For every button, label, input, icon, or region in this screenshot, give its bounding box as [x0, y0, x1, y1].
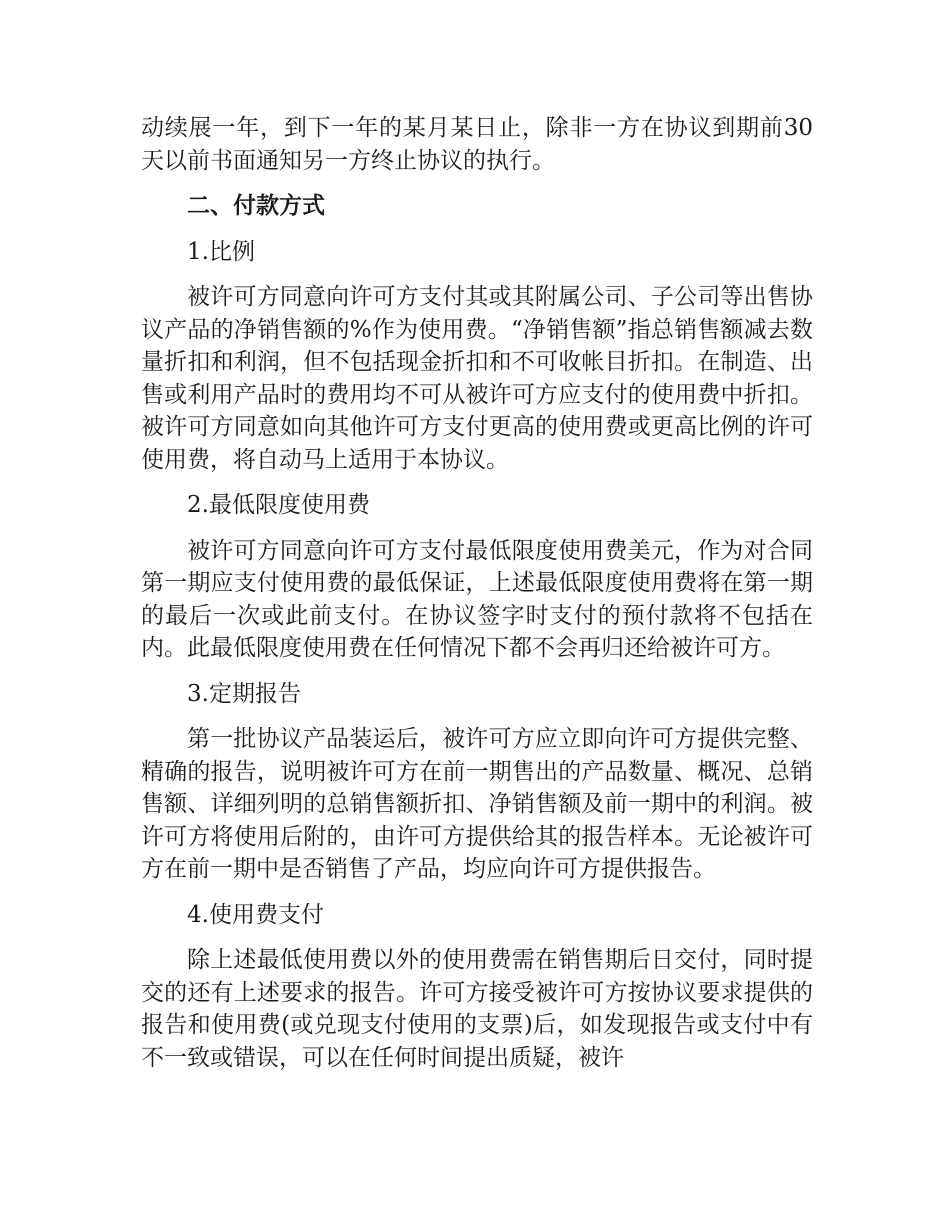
item-body-minimum-fee: 被许可方同意向许可方支付最低限度使用费美元，作为对合同第一期应支付使用费的最低保证，上述最低限度使用费将在第一期的最后一次或此前支付。在协议签字时支付的预付款将不包括在内。此最低限度使用费在任何情况下都不会再归还给被许可方。: [141, 537, 813, 661]
item-title-ratio: 1.比例: [187, 238, 255, 265]
section-heading-payment: 二、付款方式: [187, 193, 325, 219]
item-body-ratio: 被许可方同意向许可方支付其或其附属公司、子公司等出售协议产品的净销售额的%作为使用费。“净销售额”指总销售额减去数量折扣和利润，但不包括现金折扣和不可收帐目折扣。在制造、出售或利用产品时的费用均不可从被许可方应支付的使用费中折扣。被许可方同意如向其他许可方支付更高的使用费或更高比例的许可使用费，将自动马上适用于本协议。: [141, 284, 813, 473]
item-body-periodic-report: 第一批协议产品装运后，被许可方应立即向许可方提供完整、精确的报告，说明被许可方在前一期售出的产品数量、概况、总销售额、详细列明的总销售额折扣、净销售额及前一期中的利润。被许可方将使用后附的，由许可方提供给其的报告样本。无论被许可方在前一期中是否销售了产品，均应向许可方提供报告。: [141, 726, 813, 882]
document-body: [141, 112, 813, 1087]
continuation-paragraph: 动续展一年，到下一年的某月某日止，除非一方在协议到期前30天以前书面通知另一方终止协议的执行。: [141, 115, 813, 174]
item-title-minimum-fee: 2.最低限度使用费: [187, 492, 370, 518]
item-body-fee-payment: 除上述最低使用费以外的使用费需在销售期后日交付，同时提交的还有上述要求的报告。许可方接受被许可方按协议要求提供的报告和使用费(或兑现支付使用的支票)后，如发现报告或支付中有不一致或错误，可以在任何时间提出质疑，被许: [141, 947, 813, 1071]
item-title-periodic-report: 3.定期报告: [187, 680, 301, 707]
item-title-fee-payment: 4.使用费支付: [187, 901, 324, 928]
